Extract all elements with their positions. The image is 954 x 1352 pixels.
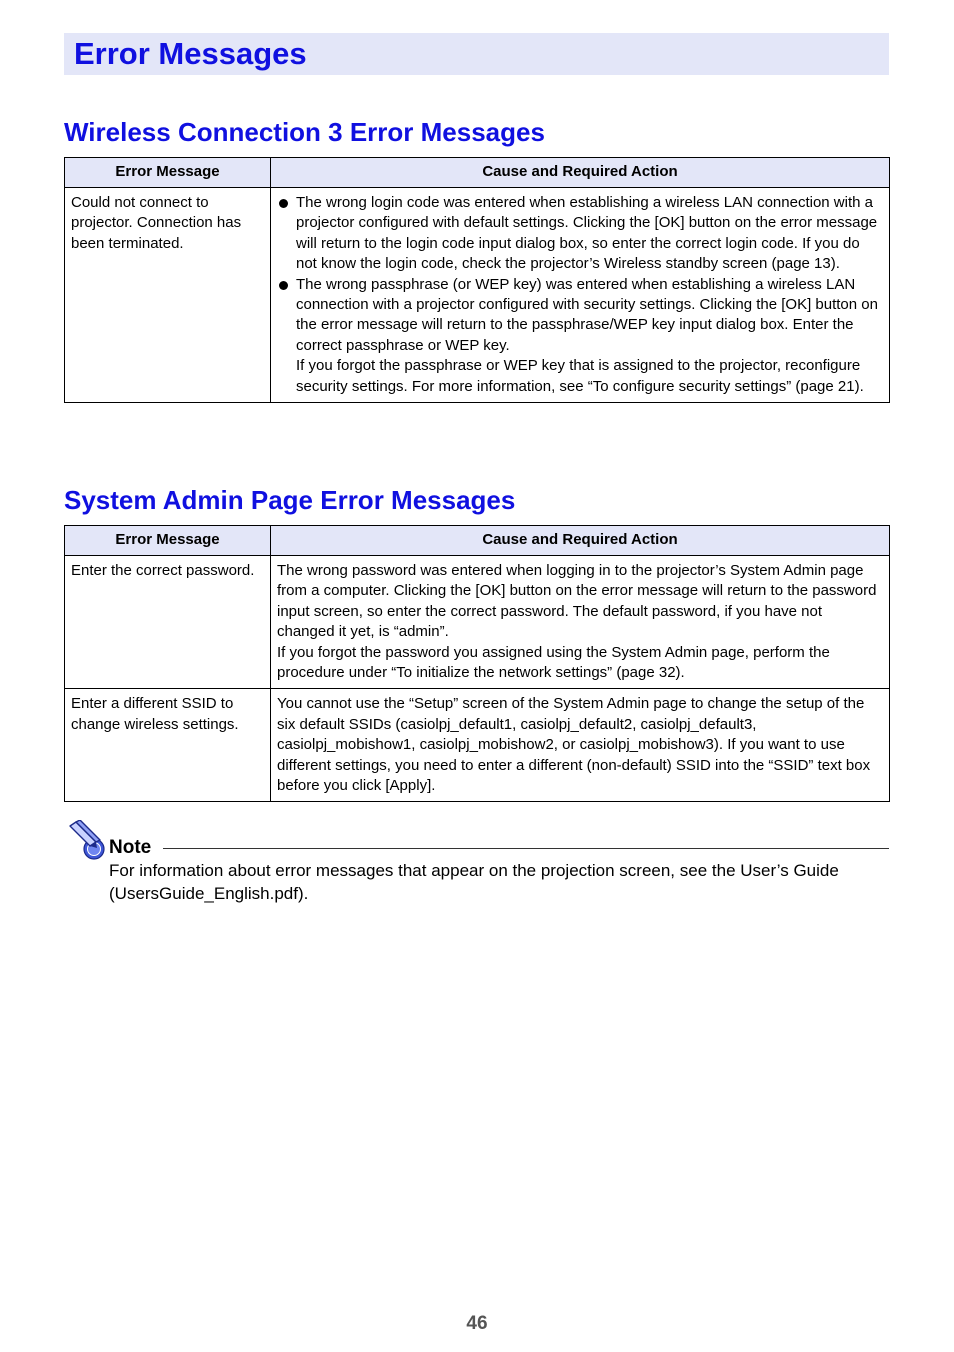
cause-action-cell [271, 188, 890, 403]
list-item-text: The wrong login code was entered when establishing a wireless LAN connection with a projector configured with default settings. Clicking the [OK] button on the error message will return to the login code input dialog box, so enter the correct login code. If you do not know the login code, check the projector’s Wireless standby screen (page 13). [296, 194, 878, 273]
action-text-extra: If you forgot the password you assigned using the System Admin page, perform the procedure under “To initialize the network settings” (page 32). [277, 643, 830, 682]
note-divider [163, 848, 889, 849]
error-message-cell: Enter a different SSID to change wireless settings. [65, 689, 271, 802]
column-header-error-message: Error Message [65, 158, 271, 188]
system-admin-error-table [64, 525, 890, 802]
note-text: For information about error messages that appear on the projection screen, see the User’s Guide (UsersGuide_English.pdf). [109, 861, 839, 903]
page-title: Error Messages [74, 36, 307, 71]
cause-list [277, 193, 883, 397]
page-title-bar [64, 33, 889, 75]
cause-action-cell [271, 689, 890, 802]
list-item [277, 275, 883, 397]
action-text: The wrong password was entered when logging in to the projector’s System Admin page from a computer. Clicking the [OK] button on the error message will return to the password input screen, so enter the correct password. The default password, if you have not changed it yet, is “admin”. [277, 562, 877, 641]
pencil-note-icon [66, 820, 106, 860]
note-label: Note [109, 837, 152, 858]
bullet-icon [279, 281, 288, 290]
table-header-row [65, 526, 890, 556]
list-item [277, 193, 883, 275]
cause-action-cell [271, 556, 890, 689]
action-text: You cannot use the “Setup” screen of the System Admin page to change the setup of the six default SSIDs (casiolpj_default1, casiolpj_default2, casiolpj_default3, casiolpj_mobishow1, casiolpj_mobishow2, or casiolpj_mobishow3). If you want to use different settings, you need to enter a different (non-default) SSID into the “SSID” text box before you click [Apply]. [277, 695, 871, 795]
page-number: 46 [466, 1313, 488, 1334]
section-title-system-admin: System Admin Page Error Messages [64, 485, 516, 515]
table-row [65, 188, 890, 403]
list-item-text: The wrong passphrase (or WEP key) was entered when establishing a wireless LAN connection with a projector configured with security settings. Clicking the [OK] button on the error message will return to the passphrase/WEP key input dialog box. Enter the correct passphrase or WEP key. [296, 275, 878, 354]
wireless-error-table [64, 157, 890, 403]
section-title-wireless: Wireless Connection 3 Error Messages [64, 117, 545, 147]
table-row [65, 556, 890, 689]
bullet-icon [279, 199, 288, 208]
error-message-cell: Could not connect to projector. Connection has been terminated. [65, 188, 271, 403]
column-header-error-message: Error Message [65, 526, 271, 556]
list-item-extra-text: If you forgot the passphrase or WEP key that is assigned to the projector, reconfigure security settings. For more information, see “To configure security settings” (page 21). [296, 357, 864, 395]
table-row [65, 689, 890, 802]
column-header-cause-action: Cause and Required Action [271, 158, 890, 188]
table-header-row [65, 158, 890, 188]
column-header-cause-action: Cause and Required Action [271, 526, 890, 556]
error-message-cell: Enter the correct password. [65, 556, 271, 689]
